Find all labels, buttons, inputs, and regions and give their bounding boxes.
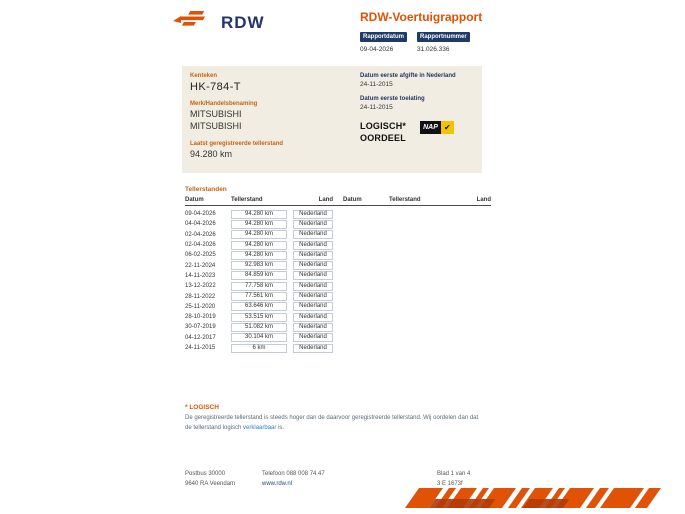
judgement-text [360, 120, 406, 144]
nap-checkmark-icon: ✔ [441, 121, 454, 134]
first-admission-label: Datum eerste toelating [360, 96, 425, 102]
col-header-odometer-2: Tellerstand [389, 197, 421, 203]
report-number-value: 31.026.336 [417, 46, 450, 53]
row-odometer: 77.758 km [231, 282, 287, 291]
license-plate-value: HK-784-T [190, 81, 241, 93]
table-row [185, 271, 333, 281]
row-odometer: 92.983 km [231, 261, 287, 270]
row-country: Nederland [293, 230, 333, 239]
header-group-right [343, 197, 491, 203]
model-line: MITSUBISHI [190, 120, 242, 131]
table-row [185, 302, 333, 312]
row-country: Nederland [293, 261, 333, 270]
row-date: 13-12-2022 [185, 283, 216, 290]
row-date: 04-04-2026 [185, 221, 216, 228]
last-odometer-label: Laatst geregistreerde tellerstand [190, 141, 284, 148]
col-header-odometer: Tellerstand [231, 197, 263, 203]
footer-phone: Telefoon 088 008 74 47 [262, 471, 325, 477]
footer-website-link[interactable]: www.rdw.nl [262, 481, 293, 488]
row-date: 02-04-2026 [185, 231, 216, 238]
report-date-value: 09-04-2026 [360, 46, 394, 53]
footer-city: 9640 RA Veendam [185, 481, 236, 488]
row-country: Nederland [293, 241, 333, 250]
footer-address [185, 469, 235, 489]
footer-page-number: Blad 1 van 4 [437, 471, 471, 477]
row-date: 24-11-2015 [185, 345, 216, 351]
footer-contact [262, 469, 325, 489]
row-date: 06-02-2025 [185, 252, 216, 259]
merk-label: Merk/Handelsbenaming [190, 101, 258, 107]
rdw-stripes-decoration-icon [387, 488, 667, 513]
row-odometer: 94.280 km [231, 251, 287, 260]
nap-logo [420, 121, 454, 134]
col-header-country-2: Land [476, 197, 491, 203]
table-row [185, 230, 333, 240]
logisch-footnote [185, 404, 485, 433]
row-date: 28-11-2022 [185, 293, 216, 300]
row-country: Nederland [293, 210, 333, 219]
footnote-text-before: De geregistreerde tellerstand is steeds hoger dan de daarvoor geregistreerde tellerstand. Wij oordelen dan dat de tellerstand logisch [185, 415, 479, 431]
row-date: 09-04-2026 [185, 211, 216, 218]
header-group-left [185, 197, 333, 203]
row-country: Nederland [293, 333, 333, 342]
nap-logo-text: NAP [420, 121, 441, 134]
table-row [185, 312, 333, 322]
row-date: 22-11-2024 [185, 262, 216, 269]
footnote-text-after: is. [276, 424, 285, 431]
last-odometer-value: 94.280 km [190, 149, 233, 160]
odometer-table-header [185, 197, 491, 206]
judgement-line-1: LOGISCH* [360, 121, 407, 131]
make-model-value [190, 109, 283, 132]
judgement-line-2: OORDEEL [360, 133, 406, 144]
col-header-date: Datum [185, 197, 204, 203]
col-header-country: Land [318, 197, 333, 203]
report-date-label: Rapportdatum [360, 32, 407, 42]
row-odometer: 53.515 km [231, 313, 287, 322]
row-country: Nederland [293, 282, 333, 291]
table-row [185, 281, 333, 291]
make-line: MITSUBISHI [190, 109, 242, 119]
row-country: Nederland [293, 344, 333, 353]
col-header-date-2: Datum [343, 197, 362, 203]
report-meta [360, 32, 490, 53]
first-admission-value: 24-11-2015 [360, 104, 393, 111]
row-date: 30-07-2019 [185, 324, 216, 331]
row-country: Nederland [293, 313, 333, 322]
footer-pagination [437, 469, 470, 489]
report-number-label: Rapportnummer [417, 32, 470, 42]
row-odometer: 6 km [231, 344, 287, 353]
footer-postbus: Postbus 30000 [185, 471, 226, 477]
row-odometer: 84.859 km [231, 271, 287, 280]
rdw-logo [170, 8, 265, 37]
first-issue-label: Datum eerste afgifte in Nederland [360, 73, 456, 79]
rdw-logo-icon [170, 8, 216, 37]
row-country: Nederland [293, 220, 333, 229]
row-country: Nederland [293, 292, 333, 301]
table-row [185, 291, 333, 301]
row-country: Nederland [293, 251, 333, 260]
vehicle-summary-box [182, 66, 482, 173]
table-row [185, 240, 333, 250]
table-row [185, 322, 333, 332]
row-date: 04-12-2017 [185, 334, 216, 341]
row-odometer: 51.082 km [231, 323, 287, 332]
report-date-group [360, 32, 407, 53]
footer-doc-code: 3 E 1673f [437, 481, 463, 488]
page-title: RDW-Voertuigrapport [360, 10, 483, 24]
table-row [185, 219, 333, 229]
row-odometer: 94.280 km [231, 241, 287, 250]
footnote-text [185, 414, 485, 433]
table-row [185, 333, 333, 343]
row-odometer: 94.280 km [231, 220, 287, 229]
odometer-table-title: Tellerstanden [185, 186, 227, 193]
odometer-judgement [360, 120, 478, 144]
title-block [360, 10, 490, 53]
row-date: 02-04-2026 [185, 242, 216, 249]
vehicle-summary-right [360, 73, 478, 144]
table-rows [185, 209, 333, 353]
row-odometer: 30.104 km [231, 333, 287, 342]
rdw-wordmark: RDW [221, 12, 265, 32]
table-row [185, 260, 333, 270]
row-country: Nederland [293, 323, 333, 332]
row-date: 28-10-2019 [185, 314, 216, 321]
table-row [185, 250, 333, 260]
row-odometer: 94.280 km [231, 230, 287, 239]
table-row [185, 343, 333, 353]
row-odometer: 63.646 km [231, 302, 287, 311]
row-odometer: 77.561 km [231, 292, 287, 301]
row-country: Nederland [293, 302, 333, 311]
row-date: 14-11-2023 [185, 272, 216, 279]
report-number-group [417, 32, 470, 53]
verklaarbaar-link[interactable]: verklaarbaar [243, 424, 277, 431]
row-date: 25-11-2020 [185, 303, 216, 310]
table-row [185, 209, 333, 219]
odometer-table-section [185, 186, 491, 353]
row-odometer: 94.280 km [231, 210, 287, 219]
kenteken-label: Kenteken [190, 73, 218, 79]
row-country: Nederland [293, 271, 333, 280]
first-issue-value: 24-11-2015 [360, 81, 393, 88]
footnote-title: * LOGISCH [185, 404, 219, 411]
vehicle-summary-left [190, 73, 283, 159]
